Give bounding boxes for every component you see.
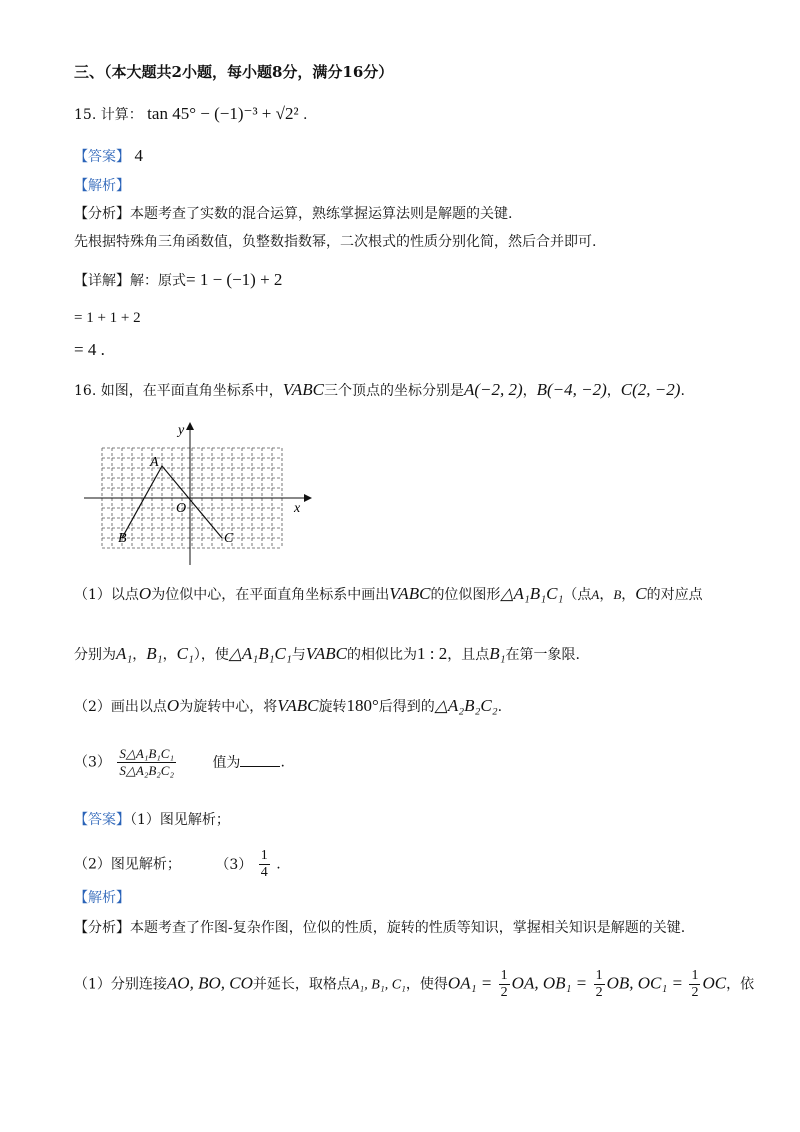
q15-question: 15. 计算： tan 45° − (−1)⁻³ + √2² . <box>74 104 308 123</box>
answer-fraction: $\frac{1}{4}$ <box>260 848 268 880</box>
q16-question: 16. 如图，在平面直角坐标系中，VABC三个顶点的坐标分别是A(−2, 2)，B(−4, −2)，C(2, −2). <box>74 380 685 399</box>
q16-fenxi: 【分析】本题考查了作图-复杂作图，位似的性质，旋转的性质等知识，掌握相关知识是解题的关键. <box>74 920 686 936</box>
q15-fenxi <box>74 204 512 224</box>
q15-step3: = 4 . <box>74 340 105 359</box>
q15-step2: = 1 + 1 + 2 <box>74 310 141 326</box>
analysis-tag: 【解析】 <box>74 178 130 194</box>
x-axis-arrow <box>304 494 312 502</box>
q15-step1: = 1 − (−1) + 2 <box>186 270 283 289</box>
q16-number: 16. <box>74 383 97 399</box>
q16-part3: （3） $\frac{\text{S△A₁B₁C₁}}{\text{S△A₂B₂C₂}}$ 值为 . <box>74 746 285 778</box>
q16-solution-1: （1）分别连接AO, BO, CO并延长，取格点A₁, B₁, C₁，使得OA₁ = $\frac{1}{2}$ OA, OB₁ = $\frac{1}{2}$ OB, OC₁ = $\frac{1}{2}$ OC，依 <box>74 968 755 1000</box>
triangle-abc <box>122 466 222 538</box>
label-c: C <box>224 531 234 546</box>
q15-detail <box>74 270 282 291</box>
coordinate-grid-figure <box>84 420 324 570</box>
point-c-coord: C(2, −2) <box>620 380 681 399</box>
q15-prompt: 计算： <box>100 107 143 123</box>
answer-tag: 【答案】 <box>74 149 130 165</box>
axis-x-label: x <box>294 501 301 516</box>
q15-answer <box>74 146 143 167</box>
q15-fenxi-2: 先根据特殊角三角函数值，负整数指数幂，二次根式的性质分别化简，然后合并即可. <box>74 234 597 250</box>
label-o: O <box>176 501 187 516</box>
q15-answer-value: 4 <box>134 146 143 165</box>
label-a: A <box>150 455 159 470</box>
q15-expression: tan 45° − (−1)⁻³ + √2² <box>147 104 299 123</box>
q16-answer-2: （2）图见解析； （3） $\frac{1}{4}$ . <box>74 848 281 880</box>
fenxi-tag: 【分析】 <box>74 206 130 222</box>
q15-number: 15. <box>74 107 97 123</box>
fenxi-text: 本题考查了实数的混合运算，熟练掌握运算法则是解题的关键. <box>130 206 513 222</box>
q16-part2: （2）画出以点O为旋转中心，将VABC旋转180°后得到的△A₂B₂C₂. <box>74 696 503 715</box>
q16-part1-line1: （1）以点O为位似中心，在平面直角坐标系中画出VABC的位似图形△A₁B₁C₁（点A，B，C的对应点 <box>74 584 703 603</box>
answer-blank <box>240 752 280 767</box>
q16-intro: 如图，在平面直角坐标系中， <box>100 383 283 399</box>
point-a-coord: A(−2, 2) <box>463 380 523 399</box>
y-axis-arrow <box>186 422 194 430</box>
detail-tag: 【详解】 <box>74 273 130 289</box>
q16-answer-1: 【答案】（1）图见解析； <box>74 812 230 828</box>
analysis-tag-16: 【解析】 <box>74 890 130 906</box>
area-ratio-fraction: $\frac{\text{S△A₁B₁C₁}}{\text{S△A₂B₂C₂}}$ <box>119 746 174 778</box>
point-b-coord: B(−4, −2) <box>536 380 607 399</box>
detail-text: 解：原式 <box>130 273 186 289</box>
axis-y-label: y <box>178 423 185 438</box>
label-b: B <box>118 531 127 546</box>
answer-tag: 【答案】 <box>74 812 130 828</box>
q16-intro2: 三个顶点的坐标分别是 <box>323 383 464 399</box>
section-header: 三、（本大题共2小题，每小题8分，满分16分） <box>74 63 394 81</box>
q16-triangle: VABC <box>282 380 324 399</box>
q16-part1-line2: 分别为A₁，B₁，C₁），使△A₁B₁C₁与VABC的相似比为1 : 2，且点B₁在第一象限. <box>74 644 580 663</box>
